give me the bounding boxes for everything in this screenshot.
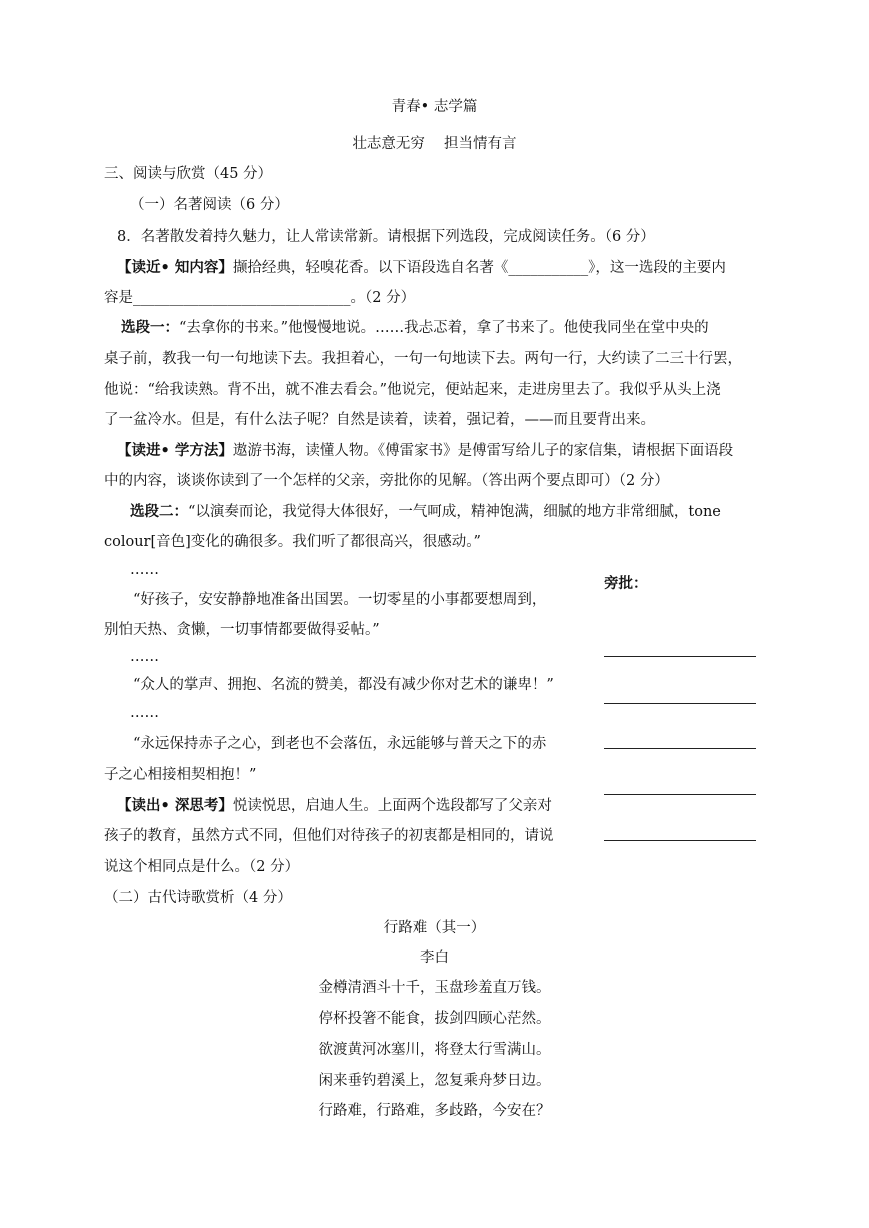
task1-line2: 容是______________________________。（2 分） (104, 290, 416, 306)
poem-author: 李白 (420, 950, 449, 966)
ellipsis-1: …… (130, 562, 159, 578)
excerpt1-line1 (121, 318, 709, 338)
task3-line1 (117, 796, 552, 816)
task2-label: 【读进• 学方法】 (117, 442, 233, 459)
quote1-line2: 别怕天热、贪懒，一切事情都要做得妥帖。” (104, 622, 380, 638)
poem-title: 行路难（其一） (383, 920, 486, 936)
ellipsis-2: …… (130, 649, 159, 665)
page-subtitle: 壮志意无穷 担当情有言 (352, 136, 517, 152)
part2-heading: （二）古代诗歌赏析（4 分） (104, 890, 292, 906)
annotation-answer-line-4[interactable] (604, 794, 756, 795)
annotation-answer-line-2[interactable] (604, 703, 756, 704)
task1-text1: 撷拾经典，轻嗅花香。以下语段选自名著《___________》，这一选段的主要内 (232, 260, 726, 276)
poem-line: 停杯投箸不能食，拔剑四顾心茫然。 (318, 1011, 551, 1027)
quote3-line1: “永远保持赤子之心，到老也不会落伍，永远能够与普天之下的赤 (133, 736, 547, 752)
poem-line: 金樽清酒斗十千，玉盘珍羞直万钱。 (318, 980, 551, 996)
excerpt2-line1 (130, 502, 721, 522)
question-8: 8．名著散发着持久魅力，让人常读常新。请根据下列选段，完成阅读任务。（6 分） (117, 229, 655, 245)
excerpt1-label: 选段一： (121, 319, 179, 336)
task3-text1: 悦读悦思，启迪人生。上面两个选段都写了父亲对 (232, 798, 552, 814)
excerpt2-label: 选段二： (130, 503, 188, 520)
excerpt1-line4: 了一盆冷水。但是，有什么法子呢？自然是读着，读着，强记着，——而且要背出来。 (104, 412, 655, 428)
section-heading: 三、阅读与欣赏（45 分） (104, 166, 273, 182)
annotation-answer-line-1[interactable] (604, 656, 756, 657)
page-title: 青春• 志学篇 (391, 99, 478, 115)
annotation-answer-line-3[interactable] (604, 748, 756, 749)
task1-line1 (117, 258, 726, 278)
excerpt1-line2: 桌子前，教我一句一句地读下去。我担着心，一句一句地读下去。两句一行，大约读了二三十行罢， (104, 351, 742, 367)
poem-line: 行路难，行路难，多歧路，今安在？ (318, 1103, 551, 1119)
task2-line2: 中的内容，谈谈你读到了一个怎样的父亲，旁批你的见解。（答出两个要点即可）（2 分） (104, 473, 669, 489)
annotation-label: 旁批： (604, 575, 648, 592)
quote1-line1: “好孩子，安安静静地准备出国罢。一切零星的小事都要想周到， (133, 592, 547, 608)
task2-text1: 遨游书海，读懂人物。《傅雷家书》是傅雷写给儿子的家信集，请根据下面语段 (232, 443, 734, 459)
quote2: “众人的掌声、拥抱、名流的赞美，都没有减少你对艺术的谦卑！” (133, 677, 554, 693)
ellipsis-3: …… (130, 705, 159, 721)
excerpt2-line2: colour[音色]变化的确很多。我们听了都很高兴，很感动。” (104, 534, 481, 550)
excerpt2-text1: “以演奏而论，我觉得大体很好，一气呵成，精神饱满，细腻的地方非常细腻，tone (188, 504, 721, 520)
task3-line3: 说这个相同点是什么。（2 分） (104, 859, 300, 875)
task1-label: 【读近• 知内容】 (117, 259, 233, 276)
task3-line2: 孩子的教育，虽然方式不同，但他们对待孩子的初衷都是相同的，请说 (104, 828, 554, 844)
part1-heading: （一）名著阅读（6 分） (130, 197, 289, 213)
poem-line: 欲渡黄河冰塞川，将登太行雪满山。 (318, 1042, 551, 1058)
quote3-line2: 子之心相接相契相抱！” (104, 767, 257, 783)
task2-line1 (117, 441, 733, 461)
excerpt1-line3: 他说：“给我读熟。背不出，就不准去看会。”他说完，便站起来，走进房里去了。我似乎从头上浇 (104, 382, 721, 398)
poem-line: 闲来垂钓碧溪上，忽复乘舟梦日边。 (318, 1073, 551, 1089)
annotation-answer-line-5[interactable] (604, 840, 756, 841)
excerpt1-text1: “去拿你的书来。”他慢慢地说。……我忐忑着，拿了书来了。他使我同坐在堂中央的 (179, 320, 709, 336)
task3-label: 【读出• 深思考】 (117, 797, 233, 814)
